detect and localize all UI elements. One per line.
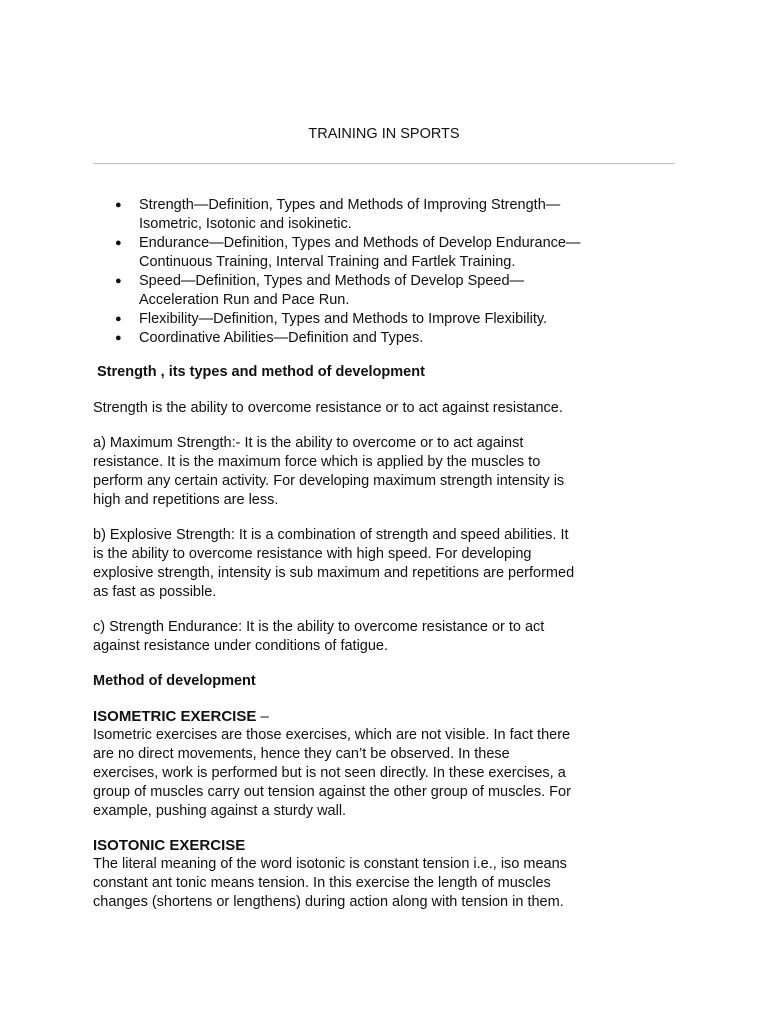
text-line: constant ant tonic means tension. In this exercise the length of muscles	[93, 875, 551, 891]
text-line: exercises, work is performed but is not seen directly. In these exercises, a	[93, 765, 566, 781]
topics-list	[93, 196, 693, 348]
title-divider	[93, 163, 675, 164]
isometric-heading-dash: –	[256, 708, 269, 725]
topic-item	[93, 234, 693, 272]
bullet-icon: ●	[115, 237, 122, 249]
bullet-icon: ●	[115, 275, 122, 287]
text-line: high and repetitions are less.	[93, 492, 279, 508]
paragraph-maximum-strength	[93, 434, 683, 510]
text-line: a) Maximum Strength:- It is the ability to overcome or to act against	[93, 435, 524, 451]
isometric-heading	[93, 707, 683, 726]
method-heading: Method of development	[93, 673, 256, 689]
bullet-icon: ●	[115, 199, 122, 211]
bullet-icon: ●	[115, 332, 122, 344]
text-line: explosive strength, intensity is sub maximum and repetitions are performed	[93, 565, 575, 581]
text-line: is the ability to overcome resistance with high speed. For developing	[93, 546, 532, 562]
topic-line: Acceleration Run and Pace Run.	[139, 292, 350, 308]
topic-line: Endurance—Definition, Types and Methods of Develop Endurance—	[139, 235, 581, 251]
topic-item	[93, 329, 693, 348]
topic-line: Strength—Definition, Types and Methods of Improving Strength—	[139, 197, 561, 213]
text-line: group of muscles carry out tension against the other group of muscles. For	[93, 784, 571, 800]
topic-line: Coordinative Abilities—Definition and Types.	[139, 330, 424, 346]
paragraph-definition	[93, 399, 683, 418]
topic-item	[93, 272, 693, 310]
document-title: TRAINING IN SPORTS	[308, 126, 460, 142]
bullet-icon: ●	[115, 313, 122, 325]
topic-line: Speed—Definition, Types and Methods of Develop Speed—	[139, 273, 525, 289]
section-heading: Strength , its types and method of development	[97, 364, 425, 380]
isometric-paragraph	[93, 726, 683, 821]
text-line: c) Strength Endurance: It is the ability to overcome resistance or to act	[93, 619, 545, 635]
topic-line: Isometric, Isotonic and isokinetic.	[139, 216, 352, 232]
paragraph-explosive-strength	[93, 526, 683, 602]
isotonic-heading: ISOTONIC EXERCISE	[93, 837, 246, 854]
text-line: perform any certain activity. For developing maximum strength intensity is	[93, 473, 565, 489]
text-line: The literal meaning of the word isotonic is constant tension i.e., iso means	[93, 856, 567, 872]
text-line: Strength is the ability to overcome resistance or to act against resistance.	[93, 400, 563, 416]
text-line: resistance. It is the maximum force which is applied by the muscles to	[93, 454, 541, 470]
topic-item	[93, 310, 693, 329]
text-line: example, pushing against a sturdy wall.	[93, 803, 347, 819]
topic-item	[93, 196, 693, 234]
text-line: Isometric exercises are those exercises, which are not visible. In fact there	[93, 727, 571, 743]
isometric-heading-text: ISOMETRIC EXERCISE	[93, 708, 257, 725]
text-line: are no direct movements, hence they can’t be observed. In these	[93, 746, 510, 762]
isotonic-paragraph	[93, 855, 683, 912]
text-line: as fast as possible.	[93, 584, 217, 600]
text-line: b) Explosive Strength: It is a combination of strength and speed abilities. It	[93, 527, 569, 543]
text-line: against resistance under conditions of fatigue.	[93, 638, 389, 654]
topic-line: Flexibility—Definition, Types and Methods to Improve Flexibility.	[139, 311, 548, 327]
paragraph-strength-endurance	[93, 618, 683, 656]
topic-line: Continuous Training, Interval Training and Fartlek Training.	[139, 254, 516, 270]
document-body	[93, 363, 683, 912]
text-line: changes (shortens or lengthens) during action along with tension in them.	[93, 894, 564, 910]
